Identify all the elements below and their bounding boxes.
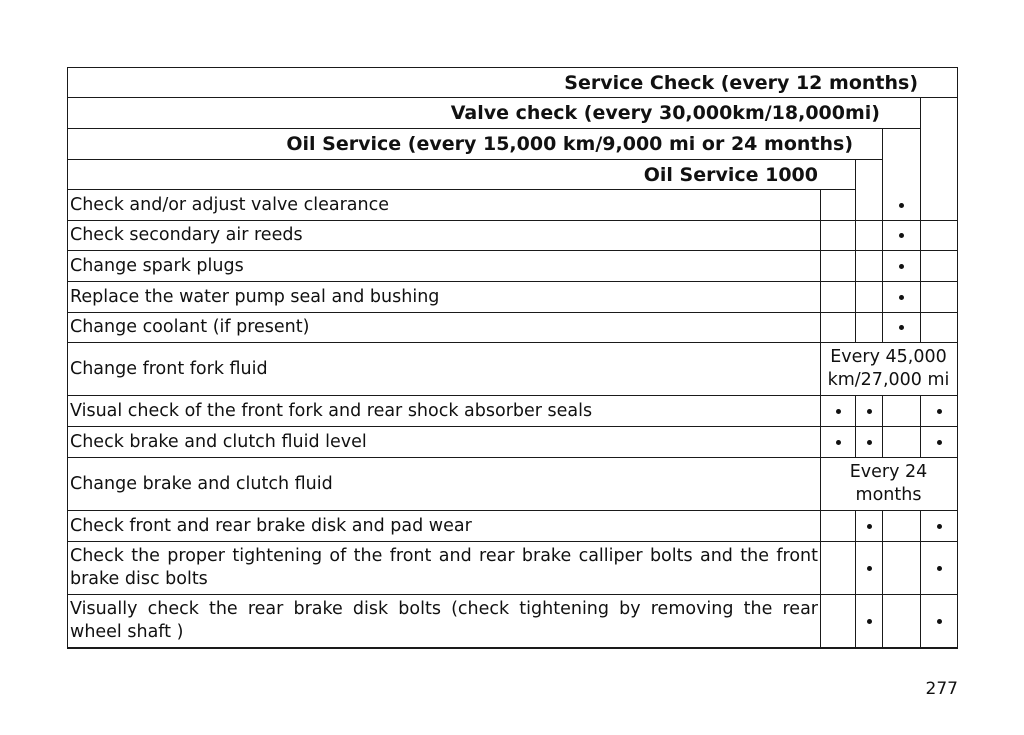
row-label — [70, 221, 818, 250]
row-label — [70, 542, 818, 594]
page-number: 277 — [925, 679, 958, 699]
bullet-mark — [867, 440, 872, 445]
bullet-mark — [867, 409, 872, 414]
bullet-mark — [899, 233, 904, 238]
bullet-mark — [867, 524, 872, 529]
bullet-mark — [937, 409, 942, 414]
bullet-mark — [867, 566, 872, 571]
header-service-check: Service Check (every 12 months) — [564, 72, 918, 94]
row-label — [70, 282, 818, 312]
row-label — [70, 511, 818, 541]
table-rule — [957, 67, 958, 647]
row-label-text: Visual check of the front fork and rear shock absorber seals — [70, 400, 593, 421]
table-rule — [67, 67, 68, 647]
row-label-text: Check the proper tightening of the front and rear brake calliper bolts and the front brake disc bolts — [70, 546, 818, 589]
row-label — [70, 251, 818, 281]
header-valve-check: Valve check (every 30,000km/18,000mi) — [450, 102, 880, 124]
table-rule — [855, 159, 856, 647]
row-label-text: Change coolant (if present) — [70, 317, 310, 337]
row-label — [70, 396, 818, 426]
row-label — [70, 458, 818, 510]
row-label — [70, 313, 818, 342]
bullet-mark — [836, 409, 841, 414]
bullet-mark — [937, 566, 942, 571]
bullet-mark — [836, 440, 841, 445]
row-label — [70, 595, 818, 647]
row-label-text: Check front and rear brake disk and pad wear — [70, 515, 472, 536]
row-label-text: Check secondary air reeds — [70, 225, 303, 245]
bullet-mark — [937, 524, 942, 529]
table-rule — [820, 189, 821, 647]
row-label — [70, 190, 818, 220]
row-label — [70, 343, 818, 395]
row-label-text: Change brake and clutch fluid — [70, 473, 333, 494]
bullet-mark — [937, 619, 942, 624]
row-label-text: Replace the water pump seal and bushing — [70, 286, 440, 307]
header-oil-service: Oil Service (every 15,000 km/9,000 mi or 24 months) — [286, 133, 853, 155]
bullet-mark — [899, 203, 904, 208]
row-label — [70, 427, 818, 457]
row-label-text: Check and/or adjust valve clearance — [70, 194, 390, 215]
row-label-text: Change spark plugs — [70, 255, 244, 276]
bullet-mark — [867, 619, 872, 624]
bullet-mark — [899, 325, 904, 330]
span-cell-text: Every 45,000 km/27,000 mi — [827, 347, 950, 390]
header-oil-service-1000: Oil Service 1000 — [643, 164, 818, 186]
row-label-text: Visually check the rear brake disk bolts (check tightening by removing the rear wheel shaft ) — [70, 599, 818, 642]
row-label-text: Check brake and clutch fluid level — [70, 431, 367, 452]
bullet-mark — [899, 295, 904, 300]
span-cell-text: Every 24 months — [849, 462, 928, 505]
bullet-mark — [899, 264, 904, 269]
table-rule — [67, 647, 958, 649]
row-label-text: Change front fork fluid — [70, 358, 268, 379]
bullet-mark — [937, 440, 942, 445]
